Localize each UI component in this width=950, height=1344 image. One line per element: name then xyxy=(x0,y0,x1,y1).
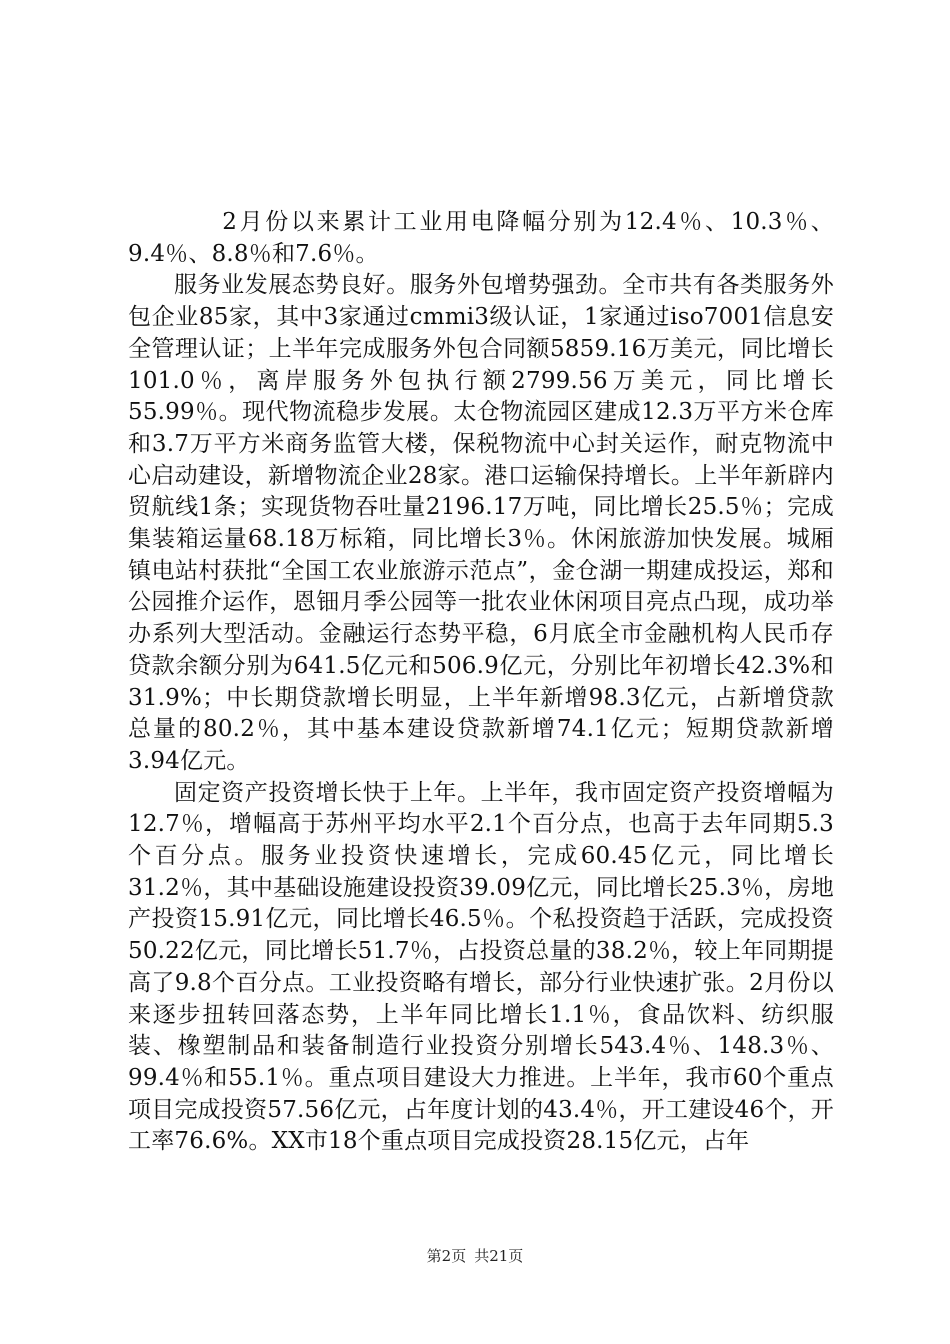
document-body xyxy=(128,207,834,1158)
paragraph-3: 固定资产投资增长快于上年。上半年，我市固定资产投资增幅为12.7％，增幅高于苏州平均水平2.1个百分点，也高于去年同期5.3个百分点。服务业投资快速增长，完成60.45亿元，同比增长31.2％，其中基础设施建设投资39.09亿元，同比增长25.3％，房地产投资15.91亿元，同比增长46.5％。个私投资趋于活跃，完成投资50.22亿元，同比增长51.7％，占投资总量的38.2％，较上年同期提高了9.8个百分点。工业投资略有增长，部分行业快速扩张。2月份以来逐步扭转回落态势，上半年同比增长1.1％，食品饮料、纺织服装、橡塑制品和装备制造行业投资分别增长543.4％、148.3％、99.4％和55.1％。重点项目建设大力推进。上半年，我市60个重点项目完成投资57.56亿元，占年度计划的43.4％，开工建设46个，开工率76.6%。XX市18个重点项目完成投资28.15亿元，占年 xyxy=(128,779,834,1155)
page-number: 第2页 xyxy=(426,1247,467,1265)
paragraph-2: 服务业发展态势良好。服务外包增势强劲。全市共有各类服务外包企业85家，其中3家通过cmmi3级认证，1家通过iso7001信息安全管理认证；上半年完成服务外包合同额5859.16万美元，同比增长101.0％，离岸服务外包执行额2799.56万美元，同比增长55.99％。现代物流稳步发展。太仓物流园区建成12.3万平方米仓库和3.7万平方米商务监管大楼，保税物流中心封关运作，耐克物流中心启动建设，新增物流企业28家。港口运输保持增长。上半年新辟内贸航线1条；实现货物吞吐量2196.17万吨，同比增长25.5％；完成集装箱运量68.18万标箱，同比增长3％。休闲旅游加快发展。城厢镇电站村获批“全国工农业旅游示范点”，金仓湖一期建成投运，郑和公园推介运作，恩钿月季公园等一批农业休闲项目亮点凸现，成功举办系列大型活动。金融运行态势平稳，6月底全市金融机构人民币存贷款余额分别为641.5亿元和506.9亿元，分别比年初增长42.3%和31.9%；中长期贷款增长明显，上半年新增98.3亿元，占新增贷款总量的80.2％，其中基本建设贷款新增74.1亿元；短期贷款新增3.94亿元。 xyxy=(128,272,834,774)
total-pages: 共21页 xyxy=(474,1247,524,1265)
page-footer xyxy=(0,1245,950,1266)
paragraph-1: 2月份以来累计工业用电降幅分别为12.4％、10.3％、9.4％、8.8％和7.6％。 xyxy=(128,209,834,267)
